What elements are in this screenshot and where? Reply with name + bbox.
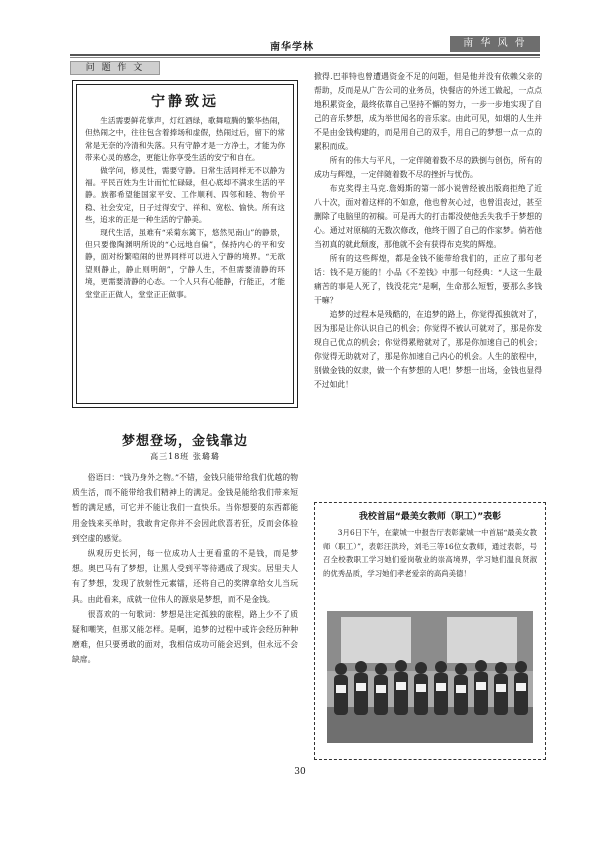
essay2-paragraph: 很喜欢的一句歌词：梦想是注定孤独的旅程，路上少不了质疑和嘲笑，但那又能怎样。是啊，追梦的过程中或许会经历种种磨难，但只要勇敢的面对，我相信成功可能会迟到，但永远不会缺席。 <box>72 609 298 665</box>
award-photo-image <box>327 611 533 743</box>
page-number: 30 <box>294 767 306 777</box>
essay2-body <box>72 470 298 668</box>
essay1-title: 宁静致远 <box>151 94 219 110</box>
notice-title: 我校首届“最美女教师（职工）”表彰 <box>358 512 502 522</box>
essay2-paragraph: 纵观历史长河，每一位成功人士更看重的不是钱，而是梦想。奥巴马有了梦想，让黑人受到平等待遇成了现实。居里夫人有了梦想，发现了放射性元素镭，还将自己的奖牌拿给女儿当玩具。由此看来，成就一位伟人的源泉是梦想，而不是金钱。 <box>72 549 298 604</box>
right-paragraph: 掀得.巴菲特也曾遭遇资金不足的问题，但是他并没有依赖父亲的帮助，反而是从广告公司的业务员，快餐店的外送工做起，一点点地积累资金，最终依靠自己坚持不懈的努力，一步一步地实现了自己的音乐梦想，成为举世闻名的音乐家。由此可见，如烟的人生并不是由金钱构建的，而是用自己的双手，用自己的梦想一点一点的累积而成。 <box>314 72 542 151</box>
essay1-box <box>72 80 298 408</box>
award-photo <box>327 611 533 743</box>
header-rule-thin <box>70 57 540 58</box>
essay1-paragraph: 生活需要鲜花掌声，灯红酒绿，歌舞喧腾的繁华热闹，但热闹之中，往往包含着捧场和虚假，热闹过后，留下的常常是无奈的冷清和失落。只有守静才是一方净土，才能为你带来心灵的感念，更能让你享受生活的安宁和自在。 <box>85 116 285 163</box>
essay2-title: 梦想登场，金钱靠边 <box>121 434 248 449</box>
right-column <box>314 70 542 392</box>
notice-box <box>314 502 546 760</box>
essay1-paragraph: 做学问，修灵性，需要守静。日常生活同样无不以静为福。平民百姓为生计而忙忙碌碌，但心底却不满求生活的平静。族都希望能国家平安、工作顺利、四邻和睦、物价平稳、社会安定，日子过得安宁、祥和、宽松、愉快。所有这些，追求的正是一种生活的宁静美。 <box>85 165 285 225</box>
right-paragraph: 所有的伟大与平凡，一定伴随着数不尽的跌倒与创伤，所有的成功与辉煌，一定伴随着数不尽的挫折与忧伤。 <box>314 156 542 179</box>
right-paragraph: 所有的这些辉煌，都是金钱不能带给我们的，正应了那句老话：钱不是万能的！小品《不差钱》中那一句经典：“人这一生最痛苦的事是人死了，钱没花完”是啊，生命那么短暂，要那么多钱干嘛？ <box>314 254 542 305</box>
page-header <box>70 36 540 54</box>
right-paragraph: 布克奖得主马克.詹姆斯的第一部小说曾经被出版商拒绝了近八十次，面对着这样的不如意，他也曾灰心过，也曾沮丧过，甚至删除了电脑里的初稿。可是再大的打击都没使他丢失我手于梦想的心。通过对原稿的无数次修改，他终于圆了自己的作家梦。倘若他当初真的就此颓废，那他就不会有获得布克奖的辉煌。 <box>314 184 542 249</box>
section-banner: 南 华 风 骨 <box>450 36 540 52</box>
essay2-author: 高三18班 张璐璐 <box>150 452 220 461</box>
essay2-paragraph: 俗语曰：“钱乃身外之物。”不错，金钱只能带给我们优越的物质生活，而不能带给我们精神上的满足。金钱是能给我们带来短暂的满足感，可它并不能让我们一直快乐。当你想要的东西都能用金钱来买单时，我敢肯定你并不会因此欣喜若狂，反而会体验到空虚的感觉。 <box>72 473 298 543</box>
column-tag: 问 题 作 文 <box>70 61 160 75</box>
notice-text: 3月6日下午，在蒙城一中报告厅表彰蒙城一中首届“最美女教师（职工）”，表彰汪洪玲，刘毛三等16位女教师，通过表彰，号召全校教职工学习她们爱岗敬业的崇高境界，学习她们温良贤淑的优秀品质，学习她们孝老爱亲的高尚美德！ <box>323 528 537 578</box>
essay1-paragraph: 现代生活，虽难有“采菊东篱下，悠然见南山”的静景，但只要像陶渊明所说的“心远地自偏”，保持内心的平和安静，面对纷繁喧闹的世界同样可以进入宁静的境界。“无欲望则静止，静止则明朗”，宁静人生，不但需要清静的环境，更需要清静的心态。一个人只有心能静，行能正，才能堂堂正正做人，堂堂正正做事。 <box>85 227 285 299</box>
right-paragraph: 追梦的过程本是残酷的，在追梦的路上，你觉得孤独就对了，因为那是让你认识自己的机会；你觉得不被认可就对了，那是你发现自己优点的机会；你觉得累赔就对了，那是你加速自己的机会；你觉得无助就对了，那是你加速自己内心的机会。人生的旅程中，别做金钱的奴隶，做一个有梦想的人吧！梦想一出场，金钱也显得不过如此！ <box>314 310 542 389</box>
essay1-box-inner <box>76 84 294 404</box>
journal-title: 南华学林 <box>270 42 314 53</box>
header-rule <box>70 54 540 56</box>
